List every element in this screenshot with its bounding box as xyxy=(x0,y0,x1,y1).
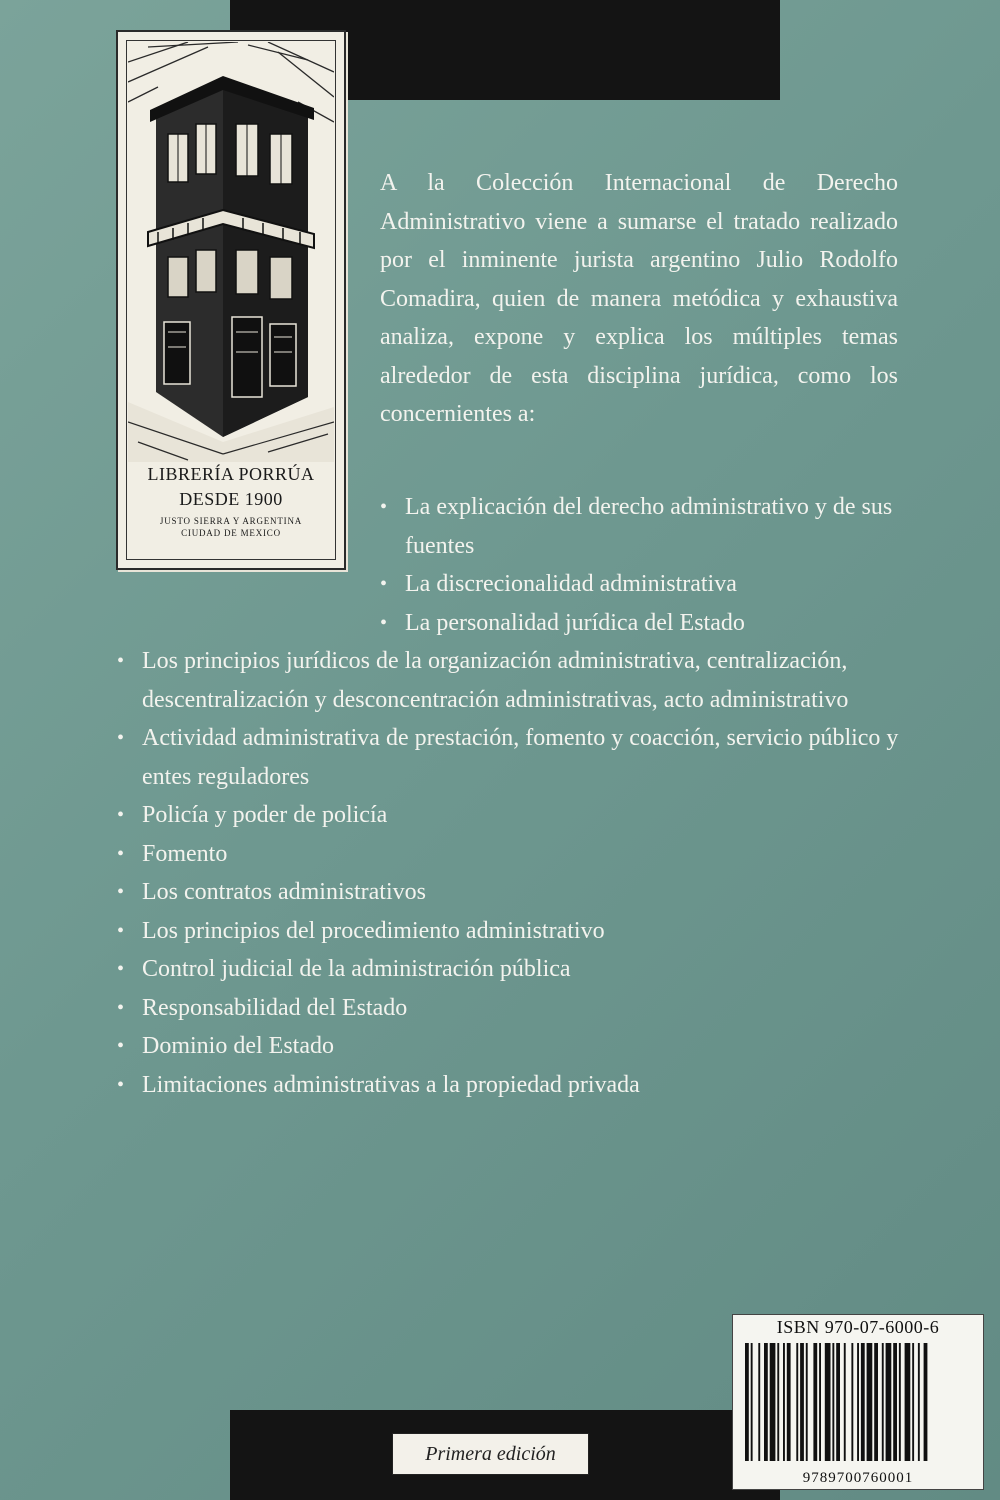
list-item xyxy=(380,604,898,643)
bullet-icon: • xyxy=(117,727,125,749)
list-item xyxy=(117,1066,899,1105)
barcode-bar xyxy=(844,1343,846,1461)
publisher-city: CIUDAD DE MEXICO xyxy=(181,528,281,538)
list-item xyxy=(117,719,899,796)
edition-label: Primera edición xyxy=(392,1433,589,1475)
bullet-icon: • xyxy=(117,881,125,903)
barcode-bar xyxy=(777,1343,779,1461)
list-item xyxy=(117,989,899,1028)
barcode-bar xyxy=(851,1343,853,1461)
bullet-icon: • xyxy=(117,958,125,980)
logo-caption xyxy=(118,464,344,538)
list-item-text: La discrecionalidad administrativa xyxy=(405,571,737,597)
barcode-bar xyxy=(893,1343,897,1461)
list-item xyxy=(117,642,899,719)
barcode-bar xyxy=(899,1343,901,1461)
list-item-text: La personalidad jurídica del Estado xyxy=(405,609,745,636)
barcode-bar xyxy=(770,1343,776,1461)
barcode-bar xyxy=(886,1343,892,1461)
list-item-text: Control judicial de la administración pública xyxy=(142,956,571,982)
topic-list-bottom xyxy=(117,642,899,1104)
list-item xyxy=(117,1027,899,1066)
publisher-since: DESDE 1900 xyxy=(179,489,283,509)
barcode-bar xyxy=(912,1343,914,1461)
barcode-bar xyxy=(918,1343,920,1461)
list-item xyxy=(117,912,899,951)
bullet-icon: • xyxy=(117,842,125,865)
publisher-name: LIBRERÍA PORRÚA xyxy=(147,464,315,484)
bookstore-building-engraving xyxy=(128,42,334,462)
list-item-text: Los principios jurídicos de la organización administrativa, centralización, descentralización y desconcentración administrativas, acto administrativo xyxy=(142,648,849,713)
barcode-bar xyxy=(825,1343,831,1461)
isbn-barcode xyxy=(732,1314,984,1490)
barcode-bar xyxy=(819,1343,821,1461)
isbn-label: ISBN 970-07-6000-6 xyxy=(776,1317,940,1337)
barcode-bar xyxy=(874,1343,878,1461)
bullet-icon: • xyxy=(117,919,125,942)
barcode-bar xyxy=(751,1343,753,1461)
list-item-text: Policía y poder de policía xyxy=(142,802,388,828)
intro-paragraph: A la Colección Internacional de Derecho Administrativo viene a sumarse el tratado realizado por el inminente jurista argentino Julio Rodolfo Comadira, quien de manera metódica y exhaustiva analiza, expone y explica los múltiples temas alrededor de esta disciplina jurídica, como los concernientes a: xyxy=(380,170,898,427)
barcode-bar xyxy=(796,1343,798,1461)
list-item-text: Limitaciones administrativas a la propiedad privada xyxy=(142,1071,640,1098)
topic-list-top xyxy=(380,488,898,642)
barcode-bar xyxy=(832,1343,834,1461)
list-item-text: Responsabilidad del Estado xyxy=(142,994,408,1021)
barcode-bar xyxy=(813,1343,817,1461)
barcode-bar xyxy=(745,1343,749,1461)
list-item-text: Los contratos administrativos xyxy=(142,879,426,905)
bullet-icon: • xyxy=(380,496,388,518)
list-item-text: Fomento xyxy=(142,840,228,867)
bullet-icon: • xyxy=(117,1073,125,1096)
bullet-icon: • xyxy=(117,650,125,672)
barcode-bar xyxy=(783,1343,785,1461)
barcode-bar xyxy=(758,1343,760,1461)
bullet-icon: • xyxy=(117,804,125,826)
barcode-bar xyxy=(924,1343,928,1461)
bullet-icon: • xyxy=(380,611,388,634)
barcode-bar xyxy=(882,1343,884,1461)
list-item-text: Los principios del procedimiento administrativo xyxy=(142,917,605,944)
list-item xyxy=(117,950,899,989)
list-item-text: Actividad administrativa de prestación, fomento y coacción, servicio público y entes reguladores xyxy=(142,725,899,790)
barcode-bar xyxy=(905,1343,911,1461)
list-item xyxy=(117,796,899,835)
bullet-icon: • xyxy=(117,1035,125,1057)
list-item xyxy=(380,565,898,604)
publisher-logo xyxy=(116,30,346,570)
barcode-bar xyxy=(764,1343,768,1461)
barcode-bar xyxy=(800,1343,804,1461)
list-item xyxy=(380,488,898,565)
barcode-bar xyxy=(857,1343,859,1461)
barcode-bar xyxy=(787,1343,791,1461)
barcode-bar xyxy=(861,1343,865,1461)
list-item-text: Dominio del Estado xyxy=(142,1033,334,1059)
publisher-address: JUSTO SIERRA Y ARGENTINA xyxy=(159,516,303,526)
list-item-text: La explicación del derecho administrativo y de sus fuentes xyxy=(405,494,893,559)
barcode-bar xyxy=(806,1343,808,1461)
barcode-bar xyxy=(836,1343,840,1461)
list-item xyxy=(117,873,899,912)
barcode-number: 9789700760001 xyxy=(802,1470,914,1486)
barcode-bars xyxy=(745,1343,973,1461)
bullet-icon: • xyxy=(117,996,125,1019)
bullet-icon: • xyxy=(380,573,388,595)
list-item xyxy=(117,835,899,874)
barcode-bar xyxy=(867,1343,873,1461)
